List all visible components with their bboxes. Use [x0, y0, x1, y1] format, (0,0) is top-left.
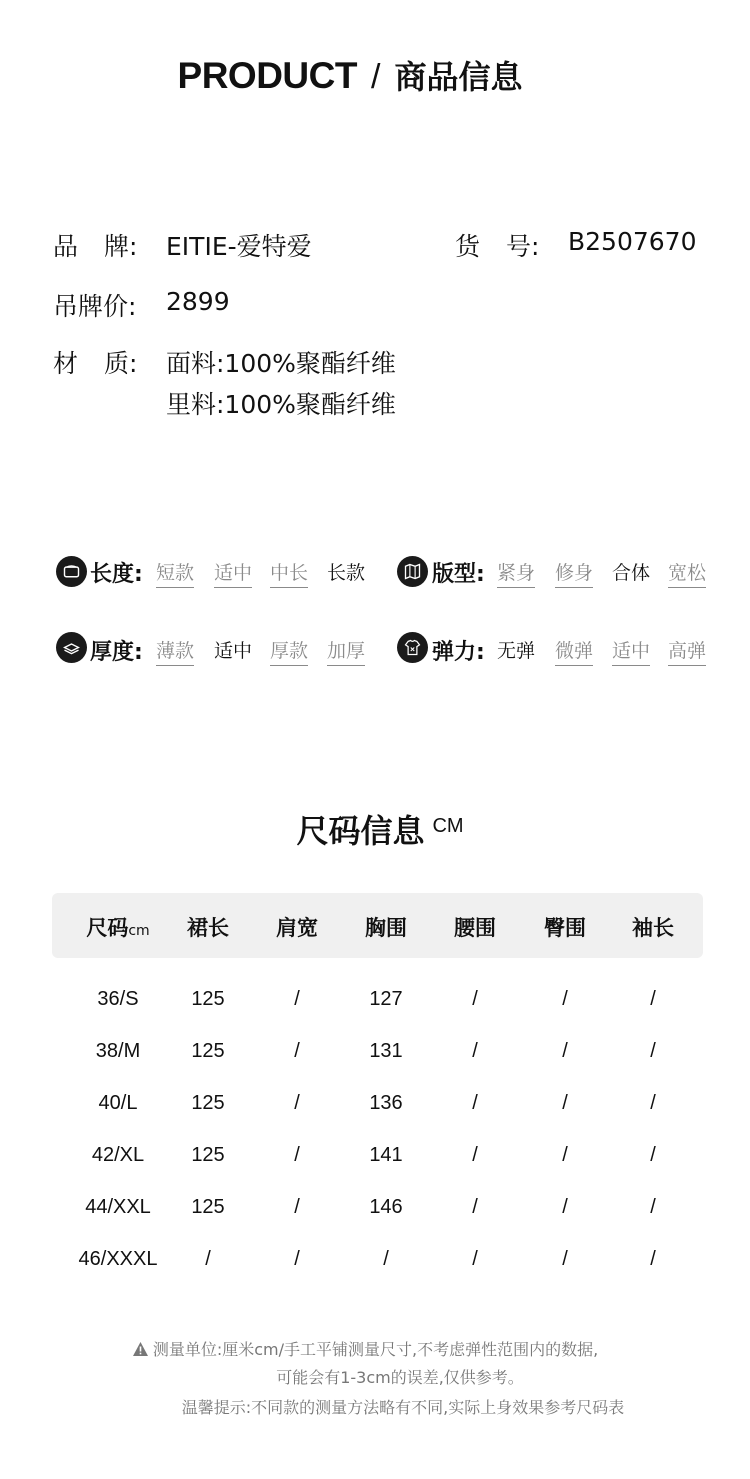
table-cell-bust: 141	[369, 1144, 403, 1166]
fit-option-tight: 紧身	[497, 558, 535, 588]
sku-value: B2507670	[568, 227, 697, 256]
table-cell-bust: 146	[369, 1196, 403, 1218]
table-cell-shoulder: /	[294, 1040, 300, 1062]
elasticity-option-high: 高弹	[668, 636, 706, 666]
table-cell-size: 46/XXXL	[78, 1248, 158, 1270]
table-header-label: 裙长	[187, 916, 229, 940]
table-cell-waist: /	[472, 1144, 478, 1166]
table-header-label: 臀围	[544, 916, 586, 940]
table-cell-shoulder: /	[294, 988, 300, 1010]
table-header-dress-length	[187, 912, 229, 942]
table-cell-sleeve: /	[650, 1196, 656, 1218]
table-header-hip	[544, 912, 586, 942]
table-cell-waist: /	[472, 1040, 478, 1062]
fit-icon	[397, 556, 428, 587]
brand-label: 品 牌:	[53, 232, 138, 261]
table-cell-sleeve: /	[650, 1040, 656, 1062]
table-cell-sleeve: /	[650, 988, 656, 1010]
size-title	[0, 806, 750, 852]
table-header-label: 袖长	[632, 916, 674, 940]
elasticity-option-medium: 适中	[612, 636, 650, 666]
table-cell-sleeve: /	[650, 1248, 656, 1270]
price-label: 吊牌价:	[53, 292, 137, 321]
table-header-label: 肩宽	[276, 916, 318, 940]
thickness-icon	[56, 632, 87, 663]
table-header-label: 胸围	[365, 916, 407, 940]
fit-option-loose: 宽松	[668, 558, 706, 588]
length-label: 长度:	[90, 562, 143, 587]
table-cell-size: 38/M	[95, 1040, 141, 1062]
table-cell-size: 42/XL	[91, 1144, 145, 1166]
table-cell-hip: /	[562, 1144, 568, 1166]
material-label: 材 质:	[53, 349, 138, 378]
table-cell-dress-length: 125	[191, 1040, 225, 1062]
length-option-medium: 适中	[214, 558, 252, 588]
table-cell-shoulder: /	[294, 1196, 300, 1218]
page-title	[0, 52, 700, 98]
thickness-option-thick: 厚款	[270, 636, 308, 666]
note-line-1	[0, 1337, 740, 1360]
table-header-sleeve	[632, 912, 674, 942]
table-header-shoulder	[276, 912, 318, 942]
table-cell-hip: /	[562, 1092, 568, 1114]
thickness-option-extra-thick: 加厚	[327, 636, 365, 666]
length-option-midlong: 中长	[270, 558, 308, 588]
title-cn: 商品信息	[394, 58, 523, 96]
note-line-1-text: 测量单位:厘米cm/手工平铺测量尺寸,不考虑弹性范围内的数据,	[152, 1340, 599, 1359]
table-cell-hip: /	[562, 1040, 568, 1062]
fit-option-regular: 合体	[612, 562, 651, 584]
fit-option-slim: 修身	[555, 558, 593, 588]
table-cell-size: 36/S	[97, 988, 139, 1010]
thickness-option-medium: 适中	[214, 640, 253, 662]
table-cell-bust: 131	[369, 1040, 403, 1062]
table-cell-shoulder: /	[294, 1092, 300, 1114]
table-header-waist	[454, 912, 496, 942]
table-cell-shoulder: /	[294, 1144, 300, 1166]
title-separator: /	[370, 58, 381, 96]
table-cell-sleeve: /	[650, 1092, 656, 1114]
fit-label: 版型:	[432, 562, 485, 587]
table-cell-shoulder: /	[294, 1248, 300, 1270]
table-header-size	[86, 912, 149, 942]
table-cell-dress-length: 125	[191, 1092, 225, 1114]
table-cell-waist: /	[472, 1092, 478, 1114]
table-cell-dress-length: 125	[191, 1196, 225, 1218]
thickness-option-thin: 薄款	[156, 636, 194, 666]
elasticity-option-slight: 微弹	[555, 636, 593, 666]
length-icon	[56, 556, 87, 587]
table-cell-sleeve: /	[650, 1144, 656, 1166]
size-title-unit: CM	[432, 815, 464, 837]
material-outer: 面料:100%聚酯纤维	[166, 349, 396, 378]
sku-label: 货 号:	[455, 232, 540, 261]
table-header-bust	[365, 912, 407, 942]
table-cell-size: 44/XXL	[85, 1196, 151, 1218]
table-cell-waist: /	[472, 988, 478, 1010]
length-option-short: 短款	[156, 558, 194, 588]
elasticity-icon	[397, 632, 428, 663]
material-lining: 里料:100%聚酯纤维	[166, 390, 396, 419]
table-cell-hip: /	[562, 1248, 568, 1270]
price-value: 2899	[166, 287, 230, 316]
note-line-3: 温馨提示:不同款的测量方法略有不同,实际上身效果参考尺码表	[181, 1398, 625, 1417]
table-header-unit: cm	[128, 923, 150, 939]
title-en: PRODUCT	[177, 55, 357, 96]
size-title-text: 尺码信息	[296, 812, 425, 850]
warning-icon	[132, 1341, 149, 1357]
note-line-2: 可能会有1-3cm的误差,仅供参考。	[276, 1368, 524, 1387]
table-cell-dress-length: 125	[191, 988, 225, 1010]
table-cell-dress-length: 125	[191, 1144, 225, 1166]
table-header-label: 尺码	[86, 916, 129, 940]
thickness-label: 厚度:	[90, 640, 143, 665]
brand-value: EITIE-爱特爱	[166, 232, 312, 261]
table-cell-waist: /	[472, 1196, 478, 1218]
table-cell-waist: /	[472, 1248, 478, 1270]
table-cell-dress-length: /	[205, 1248, 211, 1270]
length-option-long: 长款	[327, 562, 366, 584]
elasticity-option-none: 无弹	[497, 640, 536, 662]
table-cell-bust: 127	[369, 988, 403, 1010]
table-cell-size: 40/L	[98, 1092, 138, 1114]
table-cell-hip: /	[562, 1196, 568, 1218]
table-cell-bust: 136	[369, 1092, 403, 1114]
table-header-label: 腰围	[454, 916, 496, 940]
table-cell-bust: /	[383, 1248, 389, 1270]
table-cell-hip: /	[562, 988, 568, 1010]
elasticity-label: 弹力:	[432, 640, 485, 665]
